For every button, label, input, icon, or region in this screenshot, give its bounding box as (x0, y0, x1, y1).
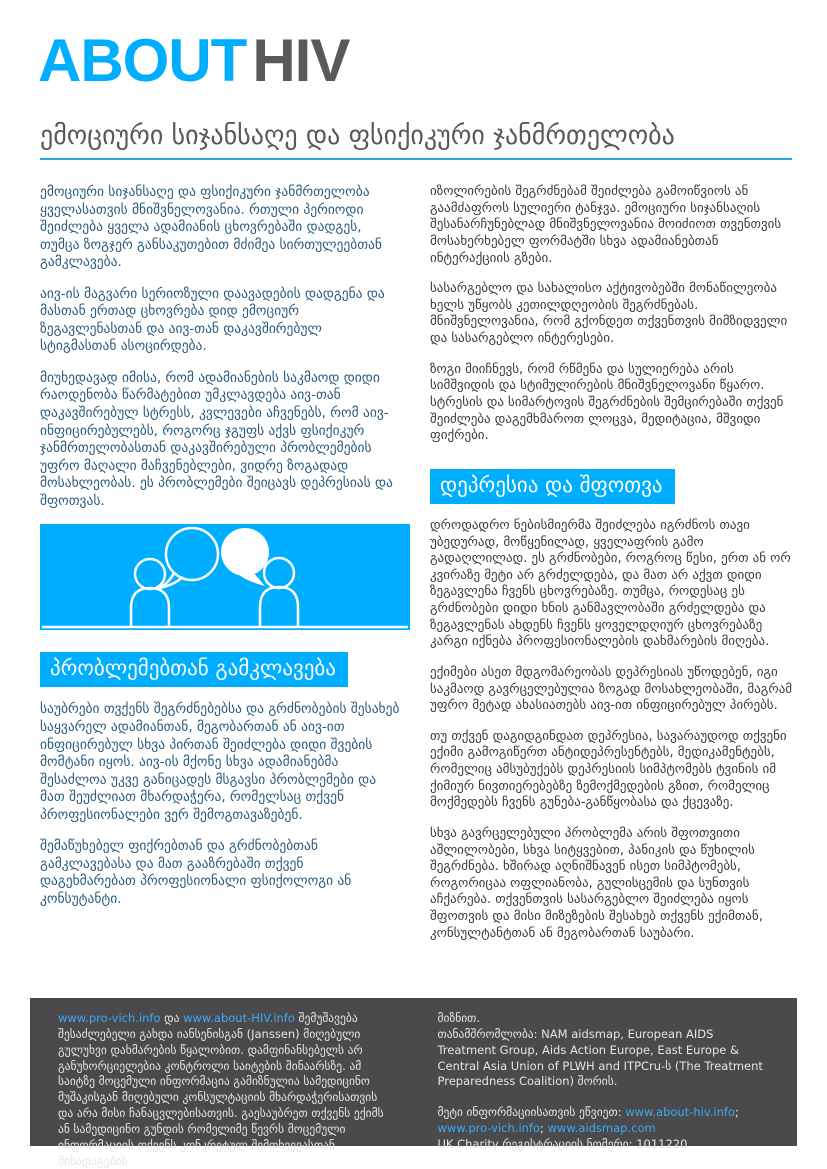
paragraph: სხვა გავრცელებული პრობლემა არის შფოთვითი აშლილობები, სხვა სიტყვებით, პანიკის და წუხილის შეგრძნება. ხშირად აღნიშნავენ ისეთ სიმპტომებს, როგორიცაა ოფლიანობა, გულისცემის და სუნთვის აჩქარება. თქვენთვის სასარგებლო შეიძლება იყოს შფოთვის და მისი მიზეზების შესახებ თქვენს ექიმთან, კონსულტანტთან ან მეგობართან საუბარი. (430, 825, 763, 941)
left-column (40, 184, 400, 923)
paragraph: ზოგი მიიჩნევს, რომ რწმენა და სულიერება არის სიმშვიდის და სტიმულირების მნიშვნელოვანი წყარო. სტრესის და სიმარტოვის შეგრძნების შემცირებაში თქვენ შეიძლება დაგემხმაროთ ლოცვა, მედიტაცია, მშვიდი ფიქრები. (430, 361, 784, 444)
footer-text: და (160, 1011, 184, 1025)
about-hiv-link[interactable]: www.about-hiv.info (625, 1105, 736, 1120)
subtitle-divider (40, 158, 792, 160)
page-subtitle: ემოციური სიჯანსაღე და ფსიქიკური ჯანმრთელობა (40, 121, 675, 151)
paragraph: აივ-ის მაგვარი სერიოზული დაავადების დადგენა და მასთან ერთად ცხოვრება დიდ ემოციურ ზეგავლენასთან და აივ-თან დაკავშირებულ სტიგმასთან ასოცირდება. (40, 285, 385, 355)
footer-left (58, 1011, 392, 1168)
title-hiv: HIV (252, 27, 350, 94)
footer-more-info (438, 1105, 772, 1137)
footer-right (437, 1011, 772, 1152)
paragraph: დროდადრო ნებისმიერმა შეიძლება იგრძნოს თავი უბედურად, მოწყენილად, ყველაფრის გამო გადაღლილად. ეს გრძნობები, როგროც წესი, ერთ ან ორ კვირაზე მეტი არ გრძელდება, და მათ არ აქვთ დიდი ზეგავლენა ჩვენს ცხოვრებაზე. თუმცა, როდესაც ეს გრძნობები დიდი ხნის განმავლობაში გრძელდება და ზეგავლენას ახდენს ჩვენს ყოველდღიურ ცხოვრებაზე კარგი იქნება პროფესიონალების დახმარების მიღება. (430, 517, 791, 650)
footer-text: მეტი ინფორმაციისათვის ეწვიეთ: (437, 1105, 626, 1120)
footer-funding-text (58, 1011, 392, 1169)
page-title (38, 28, 349, 94)
charity-number: UK Charity რეგისტრაციის ნომერი: 1011220 (437, 1137, 688, 1152)
footer (30, 998, 797, 1168)
section-header-coping: პრობლემებთან გამკლავება (40, 652, 348, 687)
paragraph: ემოციური სიჯანსაღე და ფსიქიკური ჯანმრთელობა ყველასათვის მნიშვნელოვანია. რთული პერიოდი შეიძლება ყველა ადამიანის ცხოვრებაში დადგეს, თუმცა ზოგჯერ განსაკუთებით მძიმეა სირთულეებთან გამკლავება. (40, 184, 382, 271)
footer-text: ; (735, 1105, 739, 1120)
footer-collaboration-text: თანამშრომლობა: NAM aidsmap, European AIDS Treatment Group, Aids Action Europe, East Europe & Central Asia Union of PLWH and ITPCru-ს (The Treatment Preparedness Coalition) შორის. (437, 1026, 763, 1089)
footer-text: მიზნით. (437, 1011, 481, 1025)
about-hiv-link[interactable]: www.about-HIV.info (183, 1011, 295, 1025)
conversation-illustration (40, 524, 410, 630)
paragraph: სასარგებლო და სახალისო აქტივობებში მონაწილეობა ხელს უწყობს კეთილდღეობის შეგრძნებას. მნიშვნელოვანია, რომ გქონდეთ თქვენთვის მიმზიდველი და სასარგებლო ინტერესები. (430, 281, 788, 346)
right-column (430, 184, 794, 956)
paragraph: იზოლირების შეგრძნებამ შეიძლება გამოიწვიოს ან გაამძაფროს სულიერი ტანჯვა. ემოციური სიჯანსაღის შესანარჩუნებლად მნიშვნელოვანია მოიძიოთ თვენთვის მოსახერხებელ ფორმატში სხვა ადამიანებთან ინტერაქციის გზები. (430, 184, 782, 266)
pro-vich-link[interactable]: www.pro-vich.info (437, 1121, 541, 1136)
paragraph: ექიმები ასეთ მდგომარეობას დეპრესიას უწოდებენ, იგი საკმაოდ გავრცელებულია ზოგად მოსახლეობაში, მაგრამ უფრო მეტად ახასიათებს აივ-ით ინფიცირებულ პირებს. (430, 664, 793, 714)
section-header-depression: დეპრესია და შფოთვა (430, 469, 675, 504)
two-people-talking-icon (40, 524, 410, 630)
pro-vich-link[interactable]: www.pro-vich.info (58, 1011, 161, 1025)
title-about: ABOUT (38, 27, 247, 94)
paragraph: თუ თქვენ დაგიდგინდათ დეპრესია, სავარაუდოდ თქვენი ექიმი გამოგიწერთ ანტიდეპრესენტებს, მედიკამენტებს, რომელიც ამსუბუქებს დეპრესიის სიმპტომებს ტვინის იმ ქიმიურ ნივთიერებებზე ზემოქმედების გზით, რომელიც მოქმედებს ჩვენს გუნება-განწყობასა და ქცევაზე. (430, 728, 787, 811)
paragraph: მიუხედავად იმისა, რომ ადამიანების საკმაოდ დიდი რაოდენობა წარმატებით უმკლავდება აივ-თან დაკავშირებულ სტრესს, კვლევები აჩვენებს, რომ აივ-ინფიცირებულებს, როგორც ჯგუფს აქვს ფსიქიკურ ჯანმრთელობასთან დაკავშირებული პრობლემების უფრო მაღალი მაჩვენებლები, ვიდრე ზოგადად მოსახლეობას. ეს პრობლემები შეიცავს დეპრესიას და შფოთვას. (40, 369, 393, 509)
footer-text: ; (540, 1121, 548, 1136)
paragraph: საუბრები თვქენს შეგრძნებებსა და გრძნობების შესახებ საყვარელ ადამიანთან, მეგობართან ან აივ-ით ინფიცირებულ სხვა პირთან შეიძლება დიდი შვების მომტანი იყოს. აივ-ის მქონე სხვა ადამიანებმა შესაძლოა უკვე განიცადეს მსგავსი პრობლემები და მათ შეუძლიათ მხარდაჭერა, რომელსაც თქვენ პროფესიონალები ვერ შემოგთავაზებენ. (40, 701, 400, 823)
aidsmap-link[interactable]: www.aidsmap.com (547, 1121, 656, 1136)
paragraph: შემაწუხებელ ფიქრებთან და გრძნობებთან გამკლავებასა და მათ გააზრებაში თქვენ დაგეხმარებათ პროფესიონალი ფსიქოლოგი ან კონსუტანტი. (40, 838, 352, 907)
footer-text: შემუშავება შესაძლებელი გახდა იანსენისგან (Janssen) მიღებული გულუხვი დახმარების წყალობით. დამფინანსებელს არ განუხორციელებია კონტროლი საიტების შინაარსზე. ამ საიტზე მოცემული ინფორმაცია გამიზნულია სამედიცინო მუშაკისგან მიღებული კონსულტაციის მხარდაჭერისათვის და არა მისი ჩანაცვლებისათვის. გაესაუბრეთ თქვენს ექიმს ან სამედიცინო გუნდის რომელიმე წევრს მოცემული ინფორმაციის თქვენს კონკრეტულ შემთხვევასთან მისადაგების (58, 1011, 384, 1168)
